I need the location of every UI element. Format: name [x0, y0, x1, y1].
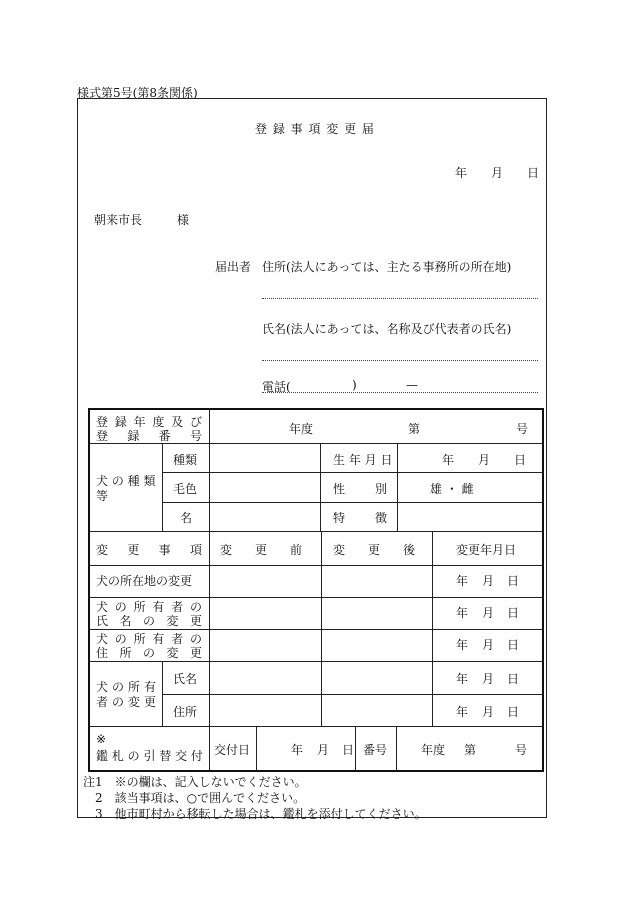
birth-month: 月: [478, 453, 491, 467]
row-owner-addr-year: 年: [456, 638, 469, 652]
row-sub-addr-year: 年: [456, 705, 469, 719]
note-3: 3 他市町村から移転した場合は、鑑札を添付してください。: [83, 807, 427, 821]
issue-date-label: 交付日: [214, 743, 251, 757]
row-owner-addr-day: 日: [507, 638, 520, 652]
number-label: 番号: [363, 743, 388, 757]
birthdate-label: 生 年 月 日: [333, 453, 393, 467]
phone-line[interactable]: [262, 392, 538, 393]
reg-no-suffix: 号: [516, 422, 529, 436]
row-owner-name-year: 年: [456, 606, 469, 620]
row-owner-name-1: 犬 の 所 有 者 の: [96, 600, 202, 614]
row-location: 犬の所在地の変更: [96, 574, 193, 588]
phone-label: 電話(: [262, 380, 291, 394]
note-2: 2 該当事項は、○で囲んでください。: [83, 791, 306, 805]
tag-dai: 第: [464, 743, 477, 757]
row-location-year: 年: [456, 574, 469, 588]
applicant-label: 届出者: [215, 260, 252, 274]
row-sub-addr-month: 月: [482, 705, 495, 719]
row-sub-name-year: 年: [456, 672, 469, 686]
breed-label: 種類: [173, 453, 198, 467]
reg-no-prefix: 第: [408, 422, 421, 436]
dog-type-label-2: 等: [96, 489, 109, 503]
row-owner-addr-1: 犬 の 所 有 者 の: [96, 632, 202, 646]
before-header: 変 更 前: [220, 543, 302, 557]
issue-year: 年: [291, 743, 304, 757]
change-item-header: 変 更 事 項: [96, 543, 202, 557]
name-label: 名: [180, 511, 193, 525]
sub-name-label: 氏名: [173, 672, 198, 686]
note-1: 注1 ※の欄は、記入しないでください。: [83, 775, 307, 789]
after-header: 変 更 後: [333, 543, 415, 557]
date-month: 月: [491, 166, 504, 180]
row-owner-name-day: 日: [507, 606, 520, 620]
row-location-month: 月: [482, 574, 495, 588]
row-location-day: 日: [507, 574, 520, 588]
issue-month: 月: [317, 743, 330, 757]
page-title: 登 録 事 項 変 更 届: [255, 122, 375, 136]
applicant-address-label: 住所(法人にあっては、主たる事務所の所在地): [262, 260, 512, 274]
row-owner-name-month: 月: [482, 606, 495, 620]
form-number: 様式第5号(第8条関係): [77, 86, 198, 100]
row-sub-name-month: 月: [482, 672, 495, 686]
sex-label: 性 別: [333, 482, 387, 496]
registration-table: [88, 408, 544, 772]
address-line[interactable]: [262, 298, 538, 299]
addressee-honorific: 様: [177, 213, 190, 227]
row-sub-name-day: 日: [507, 672, 520, 686]
tag-go: 号: [515, 743, 528, 757]
date-year: 年: [455, 166, 468, 180]
row-owner-change-1: 犬の所有: [96, 680, 156, 694]
dog-type-label-1: 犬 の 種 類: [96, 474, 156, 488]
row-sub-addr-day: 日: [507, 705, 520, 719]
birth-year: 年: [442, 453, 455, 467]
date-day: 日: [527, 166, 540, 180]
tag-exchange-label: 鑑 札 の 引 替 交 付: [96, 749, 203, 763]
reg-year-unit: 年度: [289, 422, 314, 436]
sub-address-label: 住所: [173, 705, 198, 719]
row-owner-addr-2: 住 所 の 変 更: [96, 646, 202, 660]
reg-year-label-2: 登 録 番 号: [96, 429, 202, 443]
tag-mark: ※: [96, 732, 107, 746]
reg-year-label-1: 登 録 年 度 及 び: [96, 415, 202, 429]
phone-dash: —: [406, 378, 418, 392]
change-date-header: 変更年月日: [456, 543, 517, 557]
phone-paren-close: ): [352, 378, 357, 392]
addressee-mayor: 朝来市長: [94, 213, 143, 227]
features-label: 特 徴: [333, 511, 387, 525]
row-owner-change-2: 者の変更: [96, 695, 156, 709]
birth-day: 日: [514, 453, 527, 467]
tag-fiscal-year: 年度: [421, 743, 446, 757]
row-owner-addr-month: 月: [482, 638, 495, 652]
coat-label: 毛色: [173, 482, 198, 496]
sex-options: 雄 ・ 雌: [430, 482, 474, 496]
row-owner-name-2: 氏 名 の 変 更: [96, 614, 202, 628]
issue-day: 日: [342, 743, 355, 757]
name-line[interactable]: [262, 360, 538, 361]
applicant-name-label: 氏名(法人にあっては、名称及び代表者の氏名): [262, 322, 512, 336]
